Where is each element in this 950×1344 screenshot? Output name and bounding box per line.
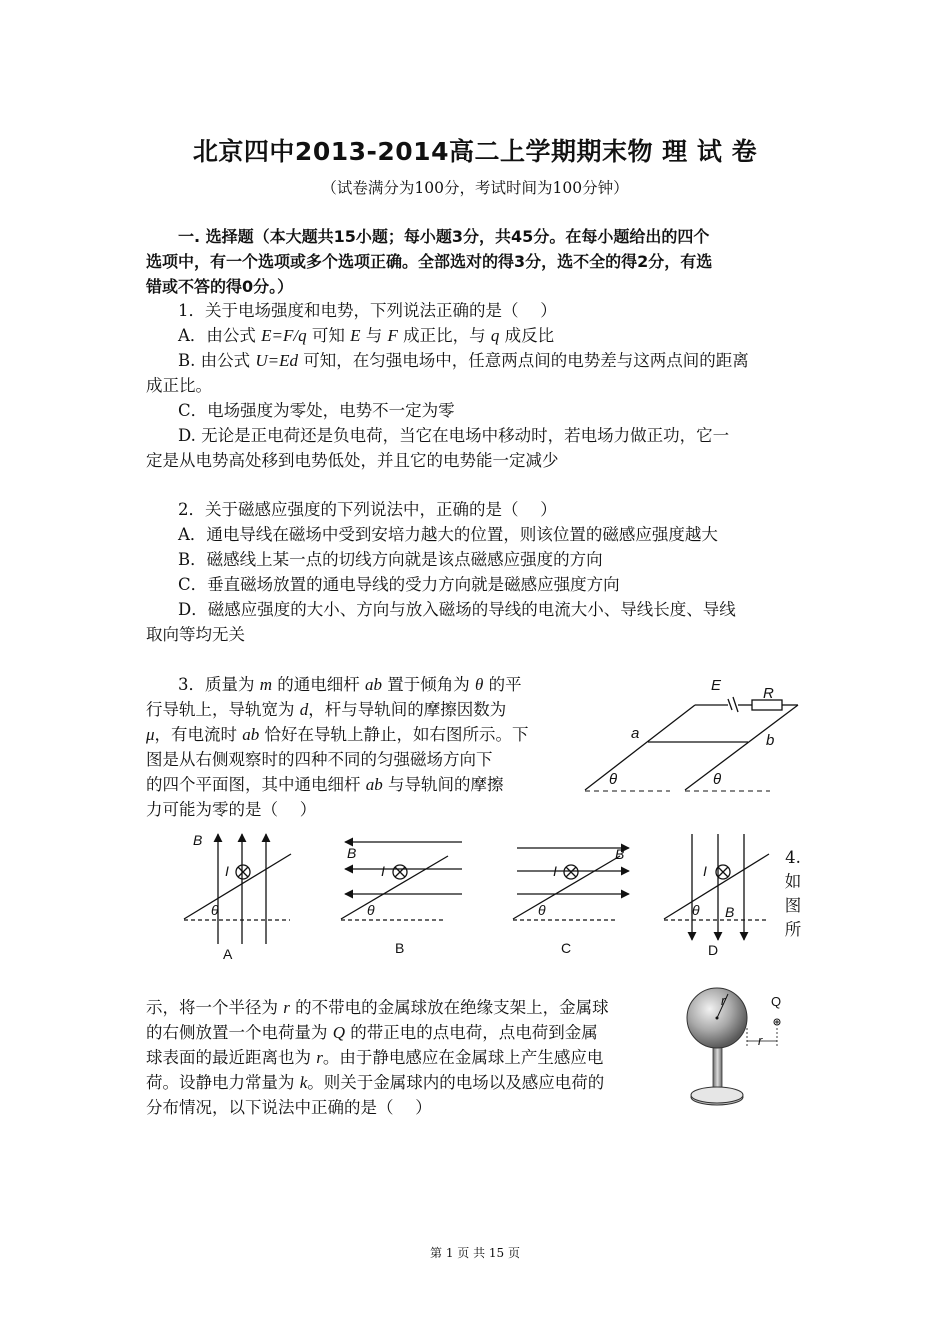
text: 3．质量为 <box>178 675 260 694</box>
symbol: q <box>490 326 500 345</box>
text: 的平 <box>483 675 522 694</box>
section-heading-line: 选项中，有一个选项或多个选项正确。全部选对的得3分，选不全的得2分，有选 <box>146 252 713 271</box>
label-theta: θ <box>713 771 722 788</box>
text: 球表面的最近距离也为 <box>146 1048 317 1067</box>
formula: U=Ed <box>255 351 299 370</box>
incline-line <box>184 854 291 919</box>
question-1-option-d-cont: 定是从电势高处移到电势低处，并且它的电势能一定减少 <box>146 451 559 470</box>
text: 可知，在匀强电场中，任意两点间的电势差与这两点间的距离 <box>298 351 749 370</box>
text: A．由公式 <box>178 326 262 345</box>
incline-line <box>513 856 620 919</box>
symbol: ab <box>242 725 260 744</box>
question-1-stem: 1．关于电场强度和电势，下列说法正确的是（ ） <box>178 301 557 320</box>
symbol: E <box>350 326 361 345</box>
label-b-field: B <box>725 904 735 920</box>
text: 与 <box>360 326 388 345</box>
text: 的通电细杆 <box>272 675 366 694</box>
panel-label-d: D <box>708 942 719 958</box>
label-b: b <box>766 732 775 749</box>
rail-line <box>685 705 798 790</box>
text: 的带正电的点电荷，点电荷到金属 <box>345 1023 598 1042</box>
incline-line <box>341 856 448 919</box>
symbol: r <box>283 998 290 1017</box>
question-1-option-c: C．电场强度为零处，电势不一定为零 <box>178 401 455 420</box>
cross-mark <box>238 867 248 877</box>
rail-figure <box>582 672 807 802</box>
symbol: ab <box>365 675 383 694</box>
question-3-line: 力可能为零的是（ ） <box>146 800 317 819</box>
question-1-option-b-cont: 成正比。 <box>146 376 212 395</box>
label-theta: θ <box>609 771 618 788</box>
panel-label-b: B <box>395 940 405 956</box>
label-b-field: B <box>615 846 625 862</box>
panel-a <box>184 834 291 944</box>
label-i: I <box>225 863 229 879</box>
panel-c <box>513 848 629 920</box>
question-2-option-c: C．垂直磁场放置的通电导线的受力方向就是磁感应强度方向 <box>178 575 620 594</box>
panel-label-c: C <box>561 940 572 956</box>
metal-sphere-figure <box>684 984 799 1114</box>
panel-d <box>664 834 769 940</box>
symbol: d <box>299 700 309 719</box>
formula: E=F/q <box>261 326 307 345</box>
text: 如 <box>784 872 802 891</box>
question-1-option-a <box>146 323 842 348</box>
symbol: m <box>259 675 273 694</box>
text: 的右侧放置一个电荷量为 <box>146 1023 333 1042</box>
label-a: a <box>631 725 640 742</box>
text: 示，将一个半径为 <box>146 998 284 1017</box>
question-2-option-b: B．磁感线上某一点的切线方向就是该点磁感应强度的方向 <box>178 550 603 569</box>
question-2-option-d-cont: 取向等均无关 <box>146 625 245 644</box>
symbol: F <box>387 326 398 345</box>
section-heading-line: 一. 选择题（本大题共15小题；每小题3分，共45分。在每小题给出的四个 <box>178 227 710 246</box>
section-heading-line: 错或不答的得0分。） <box>146 277 294 296</box>
text: ，有电流时 <box>154 725 243 744</box>
text: 荷。设静电力常量为 <box>146 1073 300 1092</box>
cross-mark <box>718 867 728 877</box>
text: 。由于静电感应在金属球上产生感应电 <box>322 1048 604 1067</box>
sphere-center <box>716 1017 719 1020</box>
label-theta: θ <box>211 902 219 918</box>
text: 的不带电的金属球放在绝缘支架上，金属球 <box>289 998 609 1017</box>
question-2-stem: 2．关于磁感应强度的下列说法中，正确的是（ ） <box>178 500 557 519</box>
insulated-stand <box>713 1047 722 1091</box>
rail-line <box>585 705 695 790</box>
symbol: k <box>299 1073 308 1092</box>
text: 成正比，与 <box>397 326 491 345</box>
question-4-line: 分布情况，以下说法中正确的是（ ） <box>146 1098 432 1117</box>
question-4-line <box>146 1020 674 1045</box>
label-r: r <box>721 993 726 1008</box>
question-4-line <box>146 1045 674 1070</box>
panel-b <box>341 842 462 920</box>
text: 4. <box>785 848 801 867</box>
battery-plate <box>728 699 732 710</box>
text: 可知 <box>306 326 351 345</box>
question-2-option-d: D．磁感应强度的大小、方向与放入磁场的导线的电流大小、导线长度、导线 <box>178 600 736 619</box>
text: ，杆与导轨间的摩擦因数为 <box>308 700 507 719</box>
label-i: I <box>381 863 385 879</box>
text: 恰好在导轨上静止，如右图所示。下 <box>259 725 529 744</box>
symbol: θ <box>475 675 484 694</box>
label-e: E <box>711 677 722 694</box>
text: 所 <box>784 920 802 939</box>
page-footer: 第 1 页 共 15 页 <box>430 1246 520 1260</box>
question-4-line <box>146 1070 674 1095</box>
text: 行导轨上，导轨宽为 <box>146 700 300 719</box>
stand-base-top <box>691 1087 743 1103</box>
label-r: R <box>763 685 774 702</box>
label-theta: θ <box>367 902 375 918</box>
text: B. 由公式 <box>178 351 256 370</box>
exam-subtitle: （试卷满分为100分，考试时间为100分钟） <box>321 179 629 197</box>
incline-line <box>664 854 769 919</box>
label-i: I <box>553 863 557 879</box>
symbol: Q <box>332 1023 346 1042</box>
cross-mark <box>566 867 576 877</box>
question-4-side-text <box>781 846 805 942</box>
text: 成反比 <box>499 326 555 345</box>
label-b-field: B <box>193 832 203 848</box>
text: 。则关于金属球内的电场以及感应电荷的 <box>307 1073 605 1092</box>
symbol: ab <box>365 775 383 794</box>
symbol: μ <box>146 725 155 744</box>
text: 的四个平面图，其中通电细杆 <box>146 775 366 794</box>
label-b-field: B <box>347 845 357 861</box>
question-3-line: 图是从右侧观察时的四种不同的匀强磁场方向下 <box>146 750 493 769</box>
label-theta: θ <box>538 902 546 918</box>
panel-label-a: A <box>223 946 233 962</box>
text: 与导轨间的摩擦 <box>382 775 504 794</box>
field-panels-figure <box>180 826 780 966</box>
label-i: I <box>703 863 707 879</box>
label-q: Q <box>771 994 782 1009</box>
exam-title: 北京四中2013-2014高二上学期期末物 理 试 卷 <box>192 137 758 166</box>
question-1-option-d: D. 无论是正电荷还是负电荷，当它在电场中移动时，若电场力做正功，它一 <box>178 426 730 445</box>
text: 图 <box>784 896 802 915</box>
question-1-option-b <box>146 348 842 373</box>
label-r: r <box>758 1033 763 1048</box>
question-2-option-a: A．通电导线在磁场中受到安培力越大的位置，则该位置的磁感应强度越大 <box>178 525 718 544</box>
label-theta: θ <box>692 902 700 918</box>
text: 置于倾角为 <box>382 675 476 694</box>
question-4-line <box>146 995 674 1020</box>
battery-plate <box>733 697 738 712</box>
symbol: r <box>316 1048 323 1067</box>
